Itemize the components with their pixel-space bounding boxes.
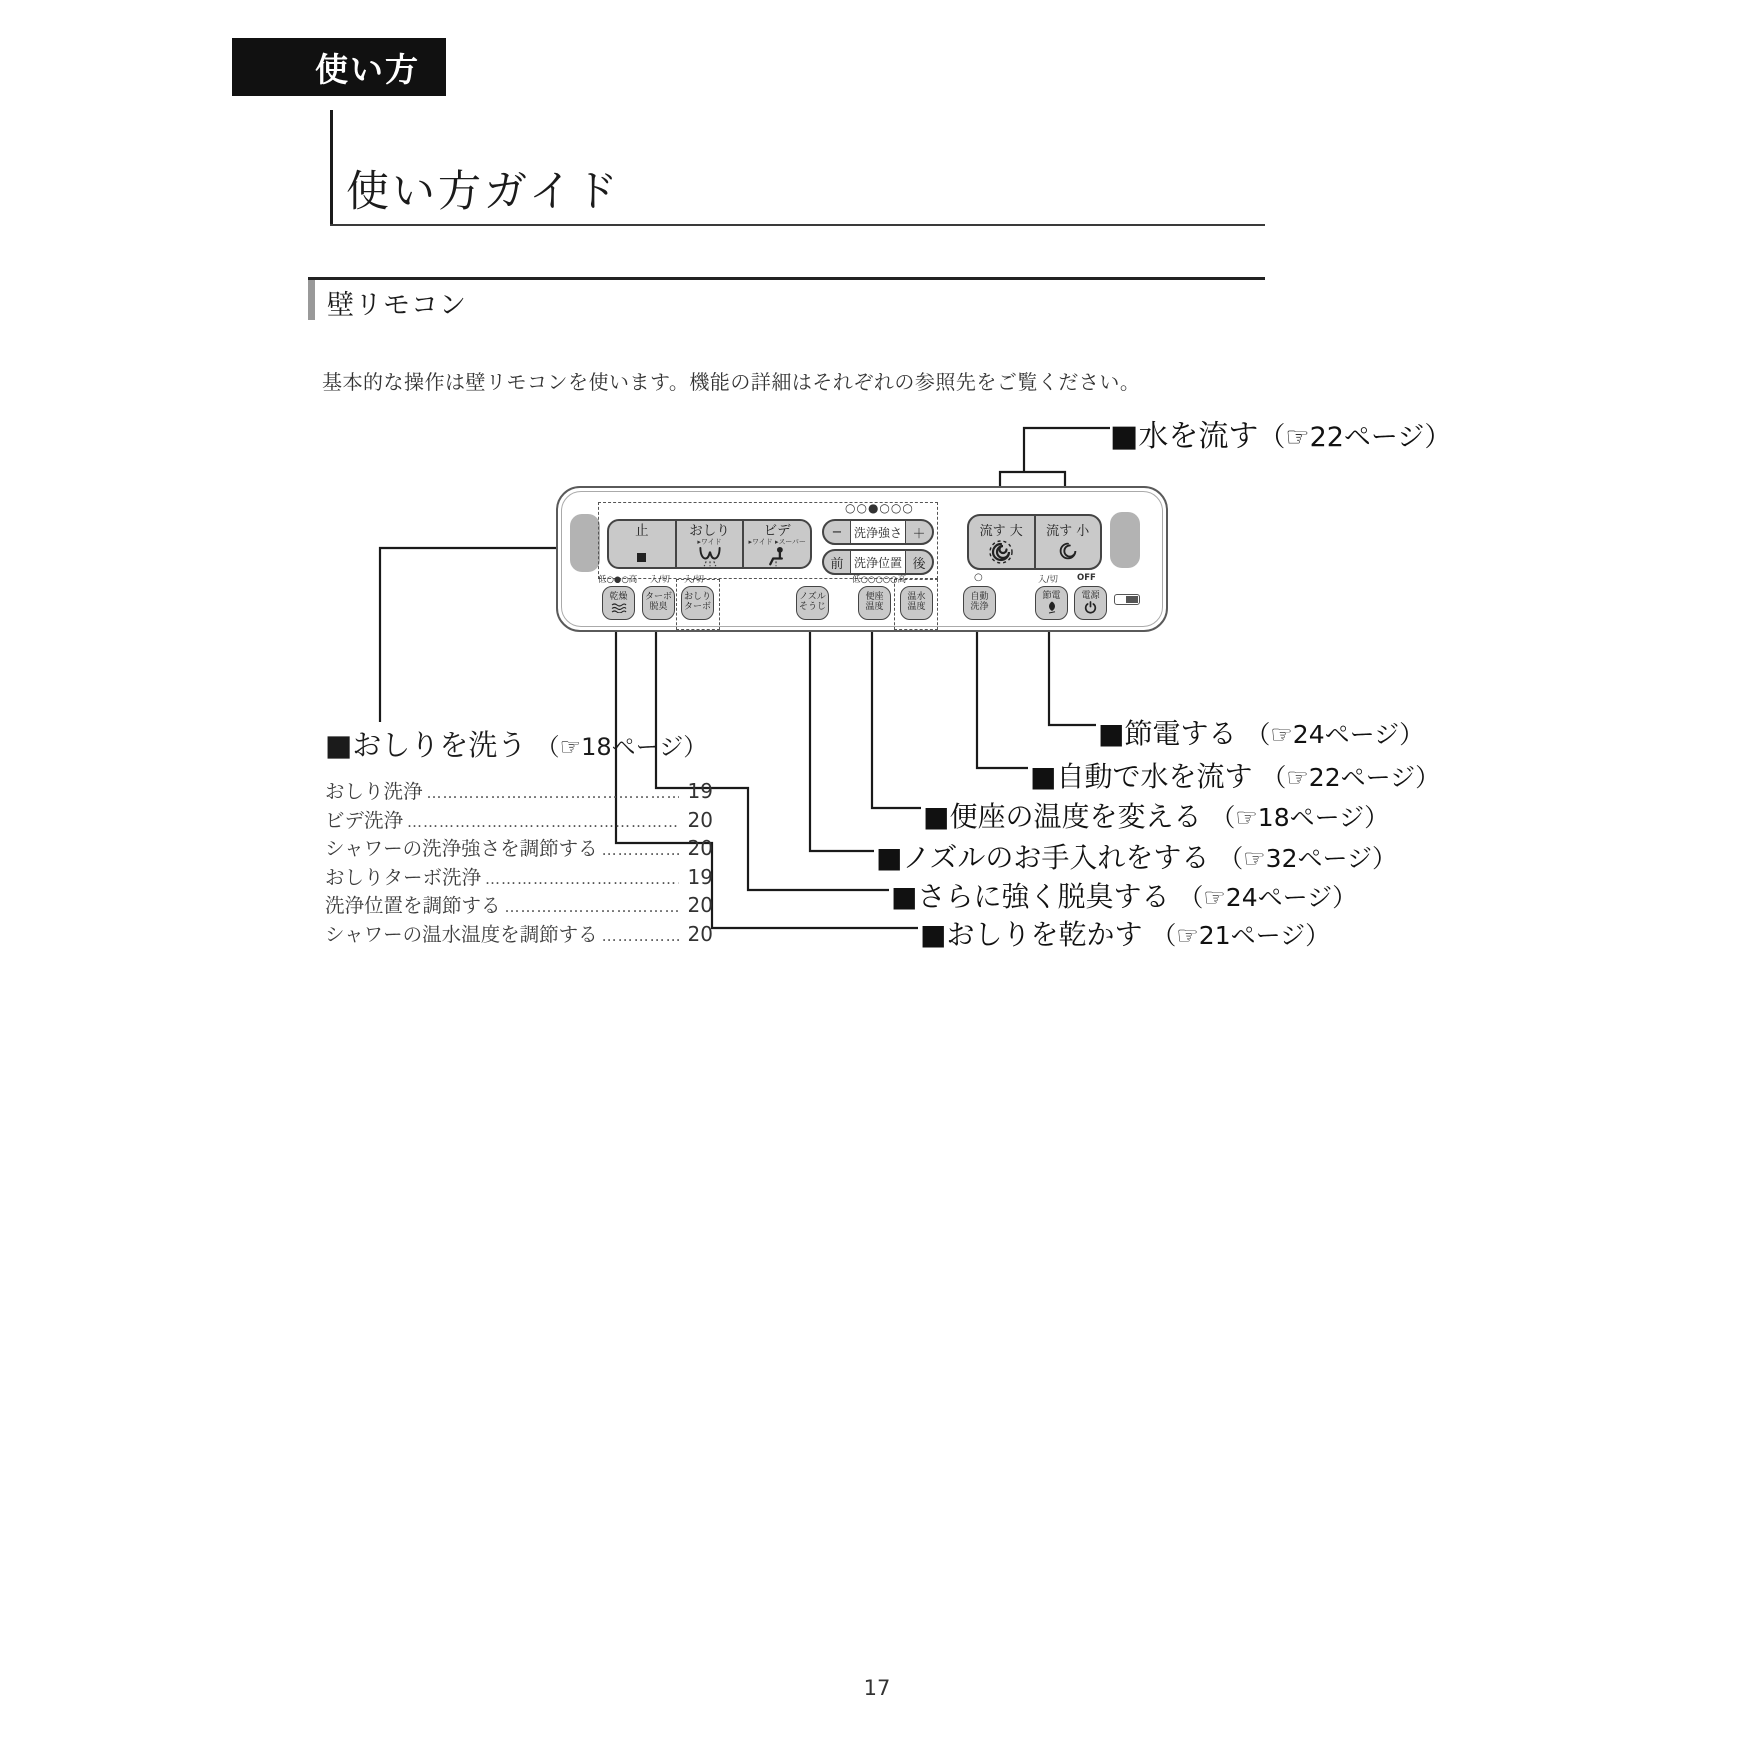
bidet-person-icon — [764, 546, 790, 567]
nozzle-clean-button — [796, 586, 829, 620]
callout-nozzle-care — [876, 836, 1397, 876]
power-icon — [1084, 601, 1097, 614]
dry-button — [602, 586, 635, 620]
toc-item-page: 20 — [687, 807, 713, 832]
oshiri-turbo-line1: おしり — [683, 592, 711, 603]
callout-auto-flush-ref: （☞22ページ） — [1261, 763, 1441, 792]
callout-deodorize-ref: （☞24ページ） — [1178, 883, 1358, 912]
power-button-label: 電源 — [1081, 590, 1100, 601]
eco-leaf-icon — [1046, 601, 1058, 614]
callout-wash — [325, 723, 707, 764]
callout-seat-temp — [923, 795, 1389, 835]
position-front-button: 前 — [830, 556, 844, 572]
power-off-label: OFF — [1077, 573, 1096, 583]
strength-minus-button: − — [831, 524, 843, 540]
turbo-onoff-label: 入/切 — [684, 575, 704, 585]
flush-small-button — [1034, 516, 1101, 568]
toc-leader — [505, 898, 679, 916]
toc-row-turbo-wash — [325, 862, 713, 891]
dry-wave-icon — [611, 603, 627, 613]
toc-leader — [485, 870, 679, 888]
callout-deodorize — [891, 875, 1357, 915]
oshiri-turbo-line2: ターボ — [683, 602, 711, 612]
oshiri-spray-icon — [695, 546, 725, 567]
auto-flush-line2: 洗浄 — [970, 602, 989, 612]
callout-flush-label: ■水を流す — [1110, 419, 1259, 454]
toc-item-page: 20 — [687, 836, 713, 860]
section-heading-bar — [308, 280, 315, 320]
toc-item-name: 洗浄位置を調節する — [325, 894, 501, 917]
callout-nozzle-care-label: ■ノズルのお手入れをする — [876, 841, 1210, 874]
toc-leader — [602, 927, 679, 945]
title-vertical-rule — [330, 110, 333, 224]
flush-big-swirl-icon — [988, 539, 1014, 565]
main-wash-buttons — [607, 519, 812, 569]
strength-indicator-dots: ○○●○○○ — [845, 501, 914, 515]
toc-leader — [602, 841, 679, 859]
auto-flush-indicator: ○ — [974, 572, 983, 583]
oshiri-turbo-button — [681, 586, 714, 620]
strength-plus-button: ＋ — [912, 526, 926, 542]
flush-small-label: 流す 小 — [1046, 524, 1090, 539]
toc-row-strength — [325, 833, 713, 862]
flush-big-label: 流す 大 — [979, 524, 1023, 539]
callout-nozzle-care-ref: （☞32ページ） — [1218, 844, 1397, 873]
toc-leader — [427, 784, 679, 802]
seat-temp-line1: 便座 — [865, 592, 884, 603]
toc-row-position — [325, 890, 713, 919]
title-horizontal-rule — [330, 224, 1265, 226]
battery-icon — [1114, 594, 1140, 605]
toc-item-name: おしり洗浄 — [325, 780, 423, 803]
toc-item-page: 20 — [687, 893, 713, 917]
oshiri-button-label: おしり — [689, 523, 730, 539]
toc-row-oshiri-wash — [325, 776, 713, 805]
toc-row-water-temp — [325, 919, 713, 948]
position-label: 洗浄位置 — [850, 551, 906, 573]
callout-dry-label: ■おしりを乾かす — [920, 918, 1143, 951]
water-temp-button — [900, 586, 933, 620]
toc-item-name: ビデ洗浄 — [325, 808, 404, 832]
callout-wash-ref: （☞18ページ） — [535, 733, 708, 761]
toc-leader — [407, 813, 679, 831]
toc-item-name: おしりターボ洗浄 — [325, 865, 482, 889]
oshiri-button — [675, 521, 743, 567]
power-button — [1074, 586, 1107, 620]
flush-buttons — [967, 514, 1102, 570]
callout-dry — [920, 913, 1330, 953]
wash-strength-control — [822, 519, 934, 545]
toc-item-page: 19 — [687, 864, 713, 889]
temp-scale-indicator: 低○○○○○高 — [852, 575, 907, 585]
wash-toc-list — [325, 776, 713, 947]
strength-label: 洗浄強さ — [850, 521, 906, 543]
callout-flush-ref: （☞22ページ） — [1258, 422, 1452, 453]
toc-item-name: シャワーの温水温度を調節する — [325, 922, 598, 946]
wash-position-control — [822, 549, 934, 575]
oshiri-button-sub: ▸ワイド — [697, 537, 722, 546]
toc-item-page: 20 — [687, 921, 713, 946]
turbo-deodorize-button — [642, 586, 675, 620]
toc-item-page: 19 — [687, 779, 713, 803]
callout-power-save-label: ■節電する — [1098, 717, 1237, 750]
turbo-deodorize-line2: 脱臭 — [649, 602, 668, 612]
callout-wash-label: ■おしりを洗う — [325, 728, 527, 762]
turbo-deodorize-line1: ターボ — [644, 592, 672, 603]
callout-deodorize-label: ■さらに強く脱臭する — [891, 880, 1170, 913]
wall-remote-diagram — [556, 486, 1168, 632]
callout-power-save — [1098, 712, 1424, 752]
auto-flush-button — [963, 586, 996, 620]
intro-text: 基本的な操作は壁リモコンを使います。機能の詳細はそれぞれの参照先をご覧ください。 — [322, 370, 1141, 394]
chapter-tab — [232, 38, 446, 96]
position-back-button: 後 — [912, 556, 926, 572]
page-number: 17 — [863, 1676, 891, 1700]
remote-right-grip — [1110, 512, 1140, 568]
callout-auto-flush — [1030, 755, 1440, 795]
toc-item-name: シャワーの洗浄強さを調節する — [325, 837, 598, 860]
stop-square-icon — [637, 553, 646, 562]
flush-big-button — [969, 516, 1034, 568]
dry-onoff-label: 入/切 — [650, 575, 670, 585]
dry-scale-indicator: 低○●○高 — [598, 575, 638, 585]
nozzle-clean-line2: そうじ — [798, 602, 826, 612]
bidet-button-label: ビデ — [763, 523, 791, 539]
water-temp-line2: 温度 — [907, 602, 926, 612]
power-save-button — [1035, 586, 1068, 620]
remote-left-grip — [570, 514, 600, 572]
dry-button-label: 乾燥 — [609, 592, 628, 603]
seat-temp-button — [858, 586, 891, 620]
bidet-button — [742, 521, 810, 567]
section-top-rule — [308, 277, 1265, 280]
callout-dry-ref: （☞21ページ） — [1151, 921, 1331, 950]
page-title: 使い方ガイド — [346, 167, 621, 217]
nozzle-clean-line1: ノズル — [799, 592, 826, 603]
power-save-label: 節電 — [1042, 590, 1061, 601]
toc-row-bidet-wash — [325, 805, 713, 834]
chapter-tab-label: 使い方 — [315, 49, 420, 89]
callout-power-save-ref: （☞24ページ） — [1245, 720, 1425, 749]
callout-seat-temp-label: ■便座の温度を変える — [923, 800, 1202, 833]
bidet-button-sub: ▸ワイド ▸スーパー — [748, 537, 806, 546]
section-heading: 壁リモコン — [327, 290, 467, 321]
callout-auto-flush-label: ■自動で水を流す — [1030, 760, 1253, 793]
stop-button — [609, 521, 675, 567]
flush-small-swirl-icon — [1056, 539, 1080, 563]
save-onoff-label: 入/切 — [1038, 575, 1058, 585]
water-temp-line1: 温水 — [907, 592, 926, 603]
callout-flush — [1110, 411, 1451, 455]
callout-seat-temp-ref: （☞18ページ） — [1210, 803, 1390, 832]
auto-flush-line1: 自動 — [970, 592, 989, 603]
stop-button-label: 止 — [635, 523, 649, 539]
seat-temp-line2: 温度 — [865, 602, 884, 612]
